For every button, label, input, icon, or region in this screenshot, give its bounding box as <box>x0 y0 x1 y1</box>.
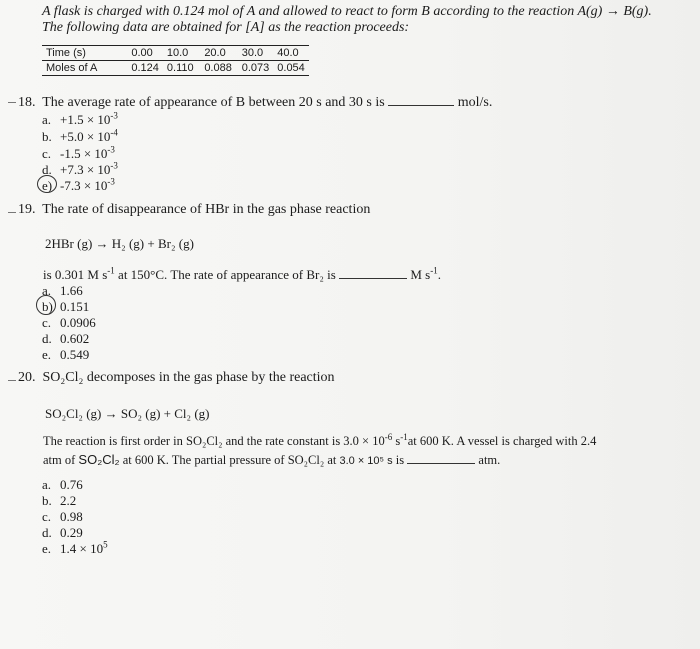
table-cell: 40.0 <box>273 46 309 61</box>
option-letter: c. <box>42 509 52 524</box>
margin-mark <box>8 102 16 103</box>
table-row-time <box>42 46 309 61</box>
question-number: 18. <box>18 95 36 110</box>
table-row-label: Time (s) <box>42 46 127 61</box>
table-row-label: Moles of A <box>42 61 127 76</box>
option-d <box>42 331 89 347</box>
question-unit: M s <box>410 267 431 282</box>
q20-text: at 600 K. A vessel is charged with 2.4 <box>407 434 597 448</box>
table-cell: 0.054 <box>273 61 309 76</box>
question-text: SO₂Cl₂ decomposes in the gas phase by the reaction <box>42 370 335 385</box>
table-cell: 0.088 <box>200 61 237 76</box>
table-cell: 0.00 <box>127 46 163 61</box>
option-letter: e) <box>42 178 53 193</box>
rate-text-cont: at 150°C. The rate of appearance of Br₂ is <box>114 267 336 282</box>
option-exponent: -3 <box>107 144 115 155</box>
option-text: 1.66 <box>60 283 83 298</box>
table-cell: 0.124 <box>127 61 163 76</box>
option-text: 0.549 <box>60 347 90 362</box>
question-19 <box>18 202 370 218</box>
answer-blank <box>407 451 475 464</box>
option-letter: a. <box>42 112 52 127</box>
option-text: 0.151 <box>60 299 90 314</box>
question-20 <box>18 370 335 386</box>
option-b <box>42 129 118 145</box>
option-text: 2.2 <box>60 493 77 508</box>
question-19-rate-line <box>43 266 441 283</box>
unit-end: . <box>437 267 441 282</box>
question-20-line-1 <box>43 431 597 449</box>
option-c <box>42 509 83 525</box>
option-text: 0.76 <box>60 477 83 492</box>
question-18 <box>18 93 492 111</box>
reaction-equation: SO₂Cl₂ (g) → SO₂ (g) + Cl₂ (g) <box>45 406 210 421</box>
option-text: 0.602 <box>60 331 90 346</box>
option-c <box>42 146 115 162</box>
option-letter: a. <box>42 477 52 492</box>
option-letter: d. <box>42 331 52 346</box>
option-text: 1.4 × 10 <box>60 541 104 556</box>
margin-mark <box>8 212 16 213</box>
q20-text: The reaction is first order in SO₂Cl₂ and the rate constant is 3.0 × 10 <box>43 434 385 448</box>
option-text: +1.5 × 10 <box>60 112 111 127</box>
option-text: -1.5 × 10 <box>60 146 108 161</box>
answer-blank <box>388 93 454 106</box>
q20-text: atm of <box>43 453 76 467</box>
option-b <box>42 493 76 509</box>
q20-exponent: -1 <box>400 431 408 442</box>
option-letter: b. <box>42 493 52 508</box>
option-letter: e. <box>42 347 52 362</box>
rate-exponent: -1 <box>107 265 115 276</box>
intro-line-1: A flask is charged with 0.124 mol of A and allowed to react to form B according to the reaction A(g) → B(g). <box>42 4 652 19</box>
q20-text: at 600 K. The partial pressure of SO₂Cl₂ at <box>119 453 337 467</box>
option-exponent: -3 <box>107 176 115 187</box>
q20-text: s <box>392 434 401 448</box>
answer-circle-mark <box>37 175 57 193</box>
option-exponent: -3 <box>110 110 118 121</box>
option-letter: d. <box>42 162 52 177</box>
option-text: 0.98 <box>60 509 83 524</box>
option-d <box>42 162 118 178</box>
option-letter: a. <box>42 283 52 298</box>
question-unit: atm. <box>478 453 501 467</box>
option-text: 0.0906 <box>60 315 96 330</box>
table-cell: 20.0 <box>200 46 237 61</box>
handwritten-text: 3.0 × 10⁵ s <box>339 455 393 467</box>
option-a <box>42 477 83 493</box>
option-a <box>42 112 118 128</box>
reaction-equation: 2HBr (g) → H₂ (g) + Br₂ (g) <box>45 236 194 251</box>
option-exponent: -4 <box>110 127 118 138</box>
option-text: +7.3 × 10 <box>60 162 111 177</box>
option-letter: e. <box>42 541 52 556</box>
table-cell: 10.0 <box>163 46 200 61</box>
rate-text: is 0.301 M s <box>43 267 108 282</box>
table-cell: 0.110 <box>163 61 200 76</box>
option-letter: b) <box>42 299 53 314</box>
question-number: 19. <box>18 202 36 217</box>
answer-blank <box>339 266 407 279</box>
table-row-moles <box>42 61 309 76</box>
intro-line-2: The following data are obtained for [A] as the reaction proceeds: <box>42 20 410 35</box>
option-e <box>42 541 108 557</box>
question-20-line-2 <box>43 451 500 468</box>
option-text: +5.0 × 10 <box>60 129 111 144</box>
question-text: The rate of disappearance of HBr in the gas phase reaction <box>42 202 371 217</box>
data-table <box>42 45 309 76</box>
handwritten-text: SO₂Cl₂ <box>78 452 120 467</box>
margin-mark <box>8 380 16 381</box>
option-exponent: 5 <box>103 539 108 550</box>
option-exponent: -3 <box>110 160 118 171</box>
option-c <box>42 315 96 331</box>
q20-text: is <box>392 453 405 467</box>
option-letter: b. <box>42 129 52 144</box>
q20-exponent: -6 <box>384 431 393 442</box>
option-d <box>42 525 83 541</box>
unit-exponent: -1 <box>430 265 438 276</box>
question-number: 20. <box>18 370 36 385</box>
option-letter: d. <box>42 525 52 540</box>
option-letter: c. <box>42 146 52 161</box>
option-e <box>42 347 89 363</box>
answer-circle-mark <box>36 295 56 315</box>
table-cell: 30.0 <box>238 46 274 61</box>
option-text: -7.3 × 10 <box>60 178 108 193</box>
question-text: The average rate of appearance of B between 20 s and 30 s is <box>42 95 385 110</box>
table-cell: 0.073 <box>238 61 274 76</box>
option-text: 0.29 <box>60 525 83 540</box>
question-unit: mol/s. <box>457 95 493 110</box>
option-letter: c. <box>42 315 52 330</box>
